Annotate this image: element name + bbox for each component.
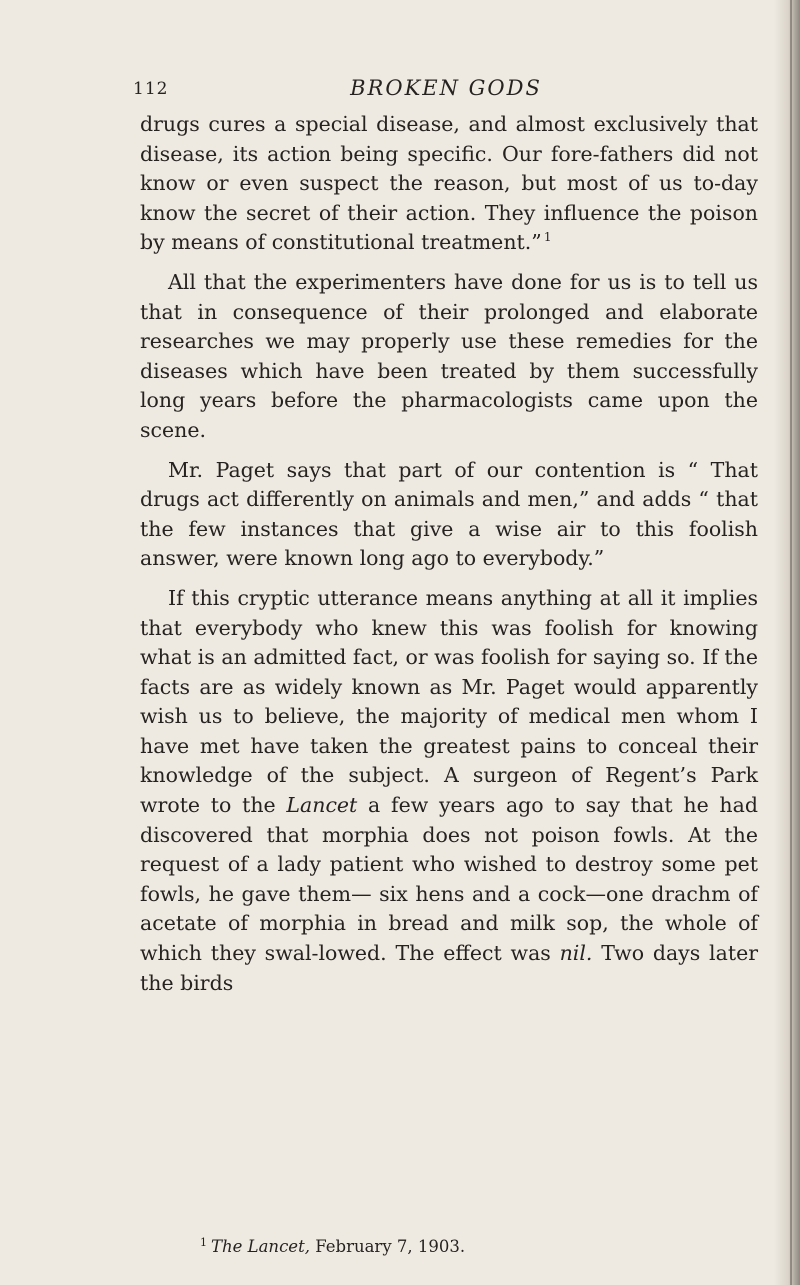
nil-word: nil. [559,941,593,966]
paragraph-4-text-b: a few years ago to say that he had discovered that morphia does not poison fowls. At the request of a lady patient who wished to destroy some pet fowls, he gave them— six hens and a cock—one drachm of acetate of morphia in bread and milk sop, the whole of which they swal-lowed. The effect was [140,793,758,966]
page-edge-shadow [774,0,800,1285]
footnote-ref: 1 [543,230,552,245]
lancet-title: Lancet [286,793,358,818]
footnote-source: The Lancet, [211,1237,310,1256]
paragraph-2: All that the experimenters have done for us is to tell us that in consequence of their prolonged and elaborate researches we may properly use these remedies for the diseases which have been treated by them successfully long years before the pharmacologists came upon the scene. [140,269,758,442]
paragraph-4-text-a: If this cryptic utterance means anything at all it implies that everybody who knew this was foolish for knowing what is an admitted fact, or was foolish for saying so. If the facts are as widely known as Mr. Paget would apparently wish us to believe, the majority of medical men whom I have met have taken the greatest pains to conceal their knowledge of the subject. A surgeon of Regent’s Park wrote to the [140,585,758,818]
page-edge-line [790,0,792,1285]
page-header [133,76,756,106]
paragraph-3: Mr. Paget says that part of our contention is “ That drugs act differently on animals and men,” and adds “ that the few instances that give a wise air to this foolish answer, were known long ago to everybody.” [140,457,758,571]
paragraph-4 [140,584,758,998]
running-head: BROKEN GODS [350,76,542,100]
paragraph-1 [140,110,758,258]
footnote-mark: 1 [200,1236,207,1249]
footnote [200,1232,720,1258]
paragraph-1-text: drugs cures a special disease, and almost exclusively that disease, its action being specific. Our fore-fathers did not know or even suspect the reason, but most of us to-day know the secret of their action. They influence the poison by means of constitutional treatment.” [140,112,758,255]
footnote-date: February 7, 1903. [315,1237,466,1256]
paragraph-4-text-c: Two days later the birds [140,941,758,995]
body-text [140,110,758,1008]
page-number: 112 [133,79,169,99]
